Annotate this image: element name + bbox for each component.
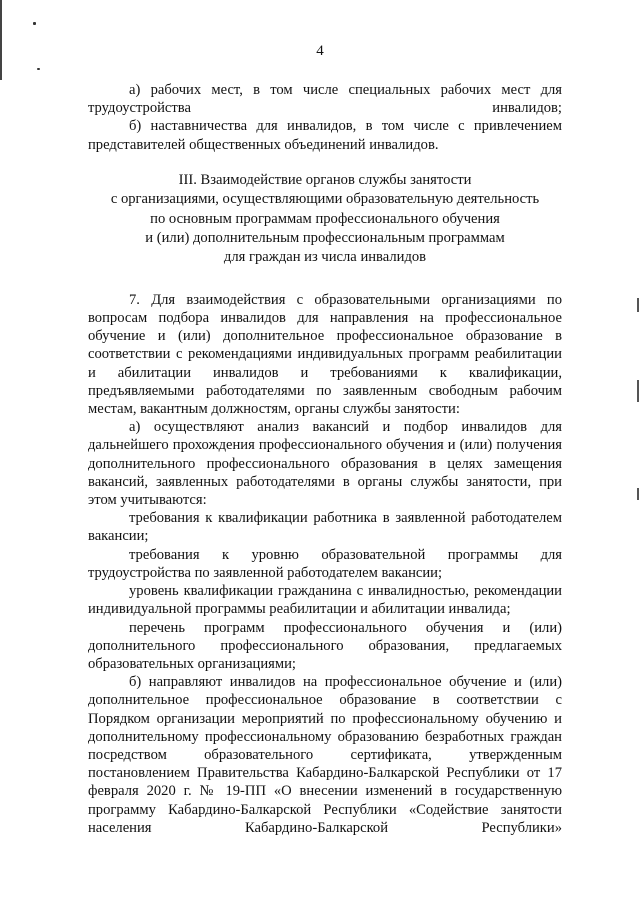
paragraph-7: 7. Для взаимодействия с образовательными организациями по вопросам подбора инвалидов для направления на профессиональное обучение и (или) дополнительное профессиональное образование в соответствии с рекомендациями индивидуальных программ реабилитации и абилитации инвалидов и требованиями к квалификации, предъявляемыми работодателями по заявленным свободным рабочим местам, вакантным должностям, органы службы занятости: xyxy=(88,291,562,418)
section-heading-line: и (или) дополнительным профессиональным программам xyxy=(145,230,505,247)
scan-edge-right xyxy=(637,488,639,500)
scan-edge-left xyxy=(0,0,2,80)
section-heading-line: по основным программам профессионального обучения xyxy=(150,210,500,227)
scan-edge-right xyxy=(637,380,639,402)
page-number: 4 xyxy=(316,43,324,59)
paragraph-qualification-level: уровень квалификации гражданина с инвалидностью, рекомендации индивидуальной программы реабилитации и абилитации инвалида; xyxy=(88,583,562,618)
paragraph-7b: б) направляют инвалидов на профессиональное обучение и (или) дополнительное профессиональное образование в соответствии с Порядком организации мероприятий по профессиональному обучению и дополнительному профессиональному образованию безработных граждан посредством образовательного сертификата, утвержденным постановлением Правительства Кабардино-Балкарской Республики от 17 февраля 2020 г. № 19-ПП «О внесении изменений в государственную программу Кабардино-Балкарской Республики «Содействие занятости населения Кабардино-Балкарской Республики» xyxy=(88,674,562,836)
section-heading-line: с организациями, осуществляющими образовательную деятельность xyxy=(110,191,540,208)
scan-edge-right xyxy=(637,298,639,312)
paragraph-requirement-level: требования к уровню образовательной программы для трудоустройства по заявленной работодателем вакансии; xyxy=(88,546,562,581)
document-body xyxy=(88,81,562,837)
section-heading-line: для граждан из числа инвалидов xyxy=(223,249,427,266)
section-heading xyxy=(88,171,562,268)
scan-speck xyxy=(37,68,40,70)
paragraph-7a: а) осуществляют анализ вакансий и подбор инвалидов для дальнейшего прохождения профессионального обучения и (или) получения дополнительного профессионального образования в целях замещения вакансий, заявленных работодателями в органы службы занятости, при этом учитываются: xyxy=(88,419,562,509)
scan-speck xyxy=(33,22,36,25)
list-item-a: а) рабочих мест, в том числе специальных рабочих мест для трудоустройства инвалидов; xyxy=(88,82,562,117)
section-heading-line: III. Взаимодействие органов службы занятости xyxy=(178,171,472,188)
list-item-b: б) наставничества для инвалидов, в том числе с привлечением представителей общественных объединений инвалидов. xyxy=(88,118,562,153)
paragraph-program-list: перечень программ профессионального обучения и (или) дополнительного профессионального образования, предлагаемых образовательных организациями; xyxy=(88,619,562,672)
paragraph-requirement-qualification: требования к квалификации работника в заявленной работодателем вакансии; xyxy=(88,510,562,545)
